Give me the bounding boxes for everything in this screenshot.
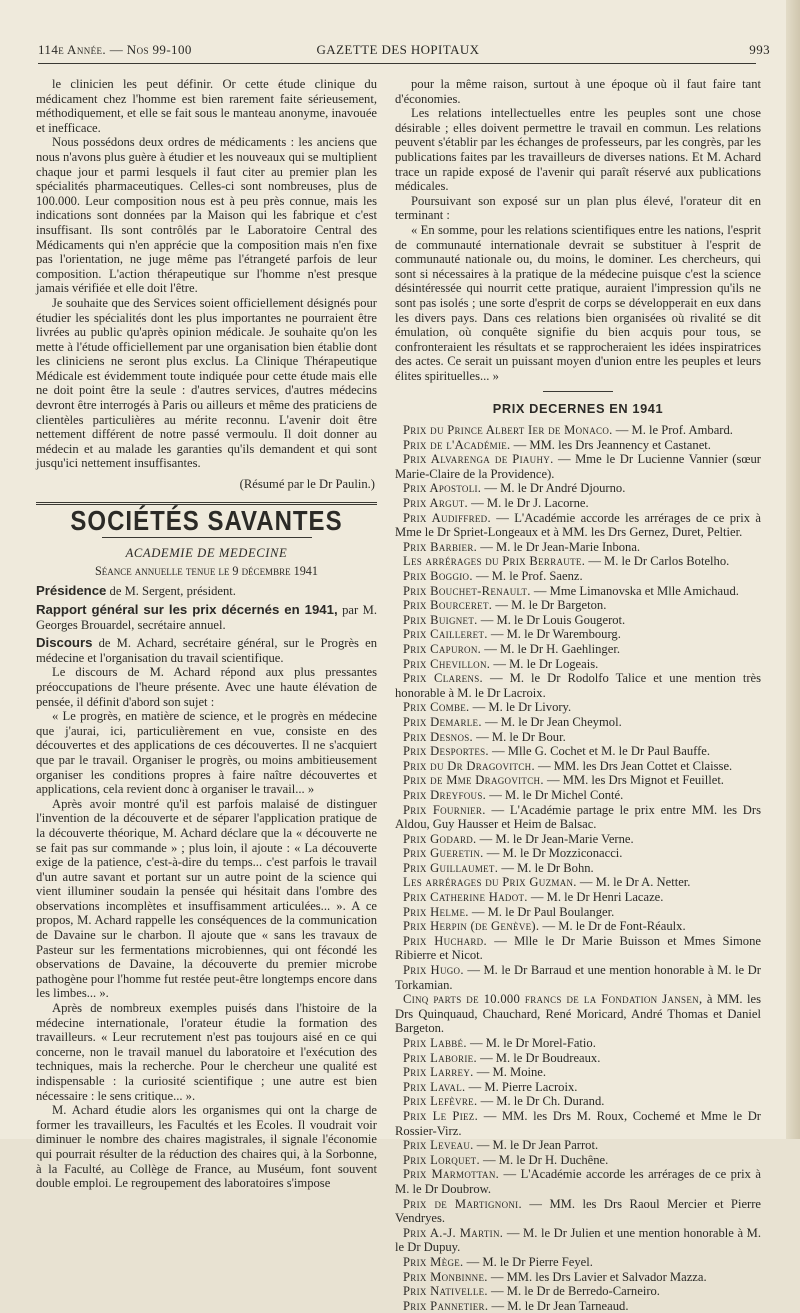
prix-name: Prix Audiffred.	[403, 510, 491, 525]
prix-name: Prix Godard.	[403, 831, 477, 846]
prix-entry	[395, 875, 761, 890]
prix-name: Prix Herpin (de Genève).	[403, 919, 540, 934]
prix-name: Prix Boggio.	[403, 569, 473, 583]
prix-recipient: — M. le Dr de Font-Réaulx.	[542, 919, 686, 934]
prix-name: Prix Clarens.	[403, 671, 483, 686]
prix-entry	[395, 1094, 761, 1109]
prix-entry	[395, 1299, 761, 1313]
prix-entry	[395, 744, 761, 759]
session-line: Séance annuelle tenue le 9 décembre 1941	[94, 563, 318, 578]
presidence-line	[36, 584, 377, 599]
prix-entry	[395, 423, 761, 438]
prix-entry	[395, 569, 761, 584]
body-paragraph: Nous possédons deux ordres de médicaments : les anciens que nous n'avons plus guère à étudier et les nouveaux qui se multiplient chaque jour et parmi lesquels il faut citer au premier plan les spécialités pharmaceutiques. Celles-ci sont nombreuses, plus de 100.000. Leur composition nous est à peu près connue, mais les indications sont données par la Maison qui les fabrique et c'est insuffisant. Ils sont contrôlés par le Laboratoire Central des Médicaments qui n'en apprécie que la composition mais n'en fixe pas l'orientation, ne juge même pas l'étrangeté parfois de leur composition. L'action thérapeutique sur l'homme n'est presque jamais vérifiée et elle doit l'être.	[36, 135, 377, 296]
prix-recipient: — M. Pierre Lacroix.	[468, 1079, 578, 1094]
prix-recipient: — L'Académie accorde les arrérages de ce prix à Mme le Dr Spriet-Longeaux et à MM. les Drs Gernez, Duret, Peltier.	[395, 510, 761, 540]
body-paragraph: le clinicien les peut définir. Or cette étude clinique du médicament chez l'homme est bien rarement faite sérieusement, méthodiquement, et elle se fait sous le manteau anonyme, inavouée et inefficace.	[36, 77, 377, 135]
prix-entry	[395, 1138, 761, 1153]
prix-name: Prix Combe.	[403, 700, 470, 715]
prix-name: Prix Bourceret.	[403, 598, 493, 613]
prix-entry	[395, 657, 761, 672]
prix-entry	[395, 1036, 761, 1051]
prix-name: Prix Laborie.	[403, 1050, 477, 1065]
body-paragraph: M. Achard étudie alors les organismes qui ont la charge de former les travailleurs, les Facultés et les Ecoles. Il voudrait voir diminuer le nombre des chaires magistrales, il signale l'économie qui pourrait résulter de la réduction des chaires qui, à la Sorbonne, à la Faculté, au Collège de France, au Muséum, font souvent double emploi. Le regroupement des laboratoires s'impose	[36, 1103, 377, 1191]
prix-entry	[395, 554, 761, 569]
discours-text: de M. Achard, secrétaire général, sur le Progrès en médecine et l'organisation du travail scientifique.	[36, 636, 377, 665]
prix-name: Prix Le Piez.	[403, 1108, 479, 1123]
prix-entry	[395, 963, 761, 992]
prix-recipient: — M. le Dr J. Lacorne.	[471, 496, 589, 511]
prix-recipient: — MM. les Drs Jeannency et Castanet.	[513, 437, 711, 452]
prix-recipient: — M. le Dr Livory.	[472, 700, 572, 715]
prix-name: Prix Laval.	[403, 1079, 466, 1094]
prix-name: Les arrérages du Prix Berraute.	[403, 554, 586, 569]
prix-entry	[395, 1270, 761, 1285]
prix-entry	[395, 1284, 761, 1299]
prix-name: Prix de l'Académie.	[403, 437, 511, 452]
prix-entry	[395, 1080, 761, 1095]
prix-name: Prix Leveau.	[403, 1138, 474, 1153]
discours-label: Discours	[36, 635, 93, 651]
prix-recipient: — M. le Dr Julien et une mention honorable à M. le Dr Dupuy.	[395, 1225, 762, 1255]
prix-recipient: — MM. les Drs Lavier et Salvador Mazza.	[490, 1269, 707, 1284]
prix-recipient: — M. le Dr Rodolfo Talice et une mention très honorable à M. le Dr Lacroix.	[395, 671, 762, 700]
prix-entry	[395, 642, 761, 657]
prix-entry	[395, 730, 761, 745]
prix-name: Prix Hugo.	[403, 963, 464, 978]
prix-recipient: — M. le Dr H. Duchêne.	[483, 1152, 609, 1167]
prix-list	[395, 423, 761, 1313]
body-paragraph: « En somme, pour les relations scientifiques entre les nations, l'esprit de communauté internationale devrait se substituer à l'esprit de communauté nationale ou, du moins, le dominer. Les chercheurs, qui sont si nécessaires à la pratique de la médecine puisque c'est la science désintéressée qui nourrit cette pratique, auraient l'impression qu'ils ne sont pas isolés ; une sorte d'esprit de corps se développerait en eux dans les divers pays. Dans ces relations bien organisées où rivalité se dit émulation, où conquête signifie du bien acquis pour tous, se confronteraient les résultats et se rapprocheraient les idées inspiratrices des actes. Ce serait un puissant moyen d'union entre les peuples et leurs élites spirituelles... »	[395, 222, 761, 383]
journal-title: GAZETTE DES HOPITAUX	[316, 42, 480, 57]
prix-recipient: — M. le Dr Henri Lacaze.	[530, 890, 664, 905]
prix-entry	[395, 992, 761, 1036]
prix-entry	[395, 715, 761, 730]
prix-entry	[395, 671, 761, 700]
prix-entry	[395, 1109, 761, 1138]
prix-recipient: — M. le Dr André Djourno.	[484, 481, 626, 496]
prix-recipient: — M. le Dr Boudreaux.	[480, 1050, 601, 1065]
prix-name: Prix Argut.	[403, 496, 468, 511]
prix-name: Prix Barbier.	[403, 539, 478, 554]
prix-recipient: — M. le Dr Barraud et une mention honorable à M. le Dr Torkamian.	[395, 963, 761, 992]
body-paragraph: pour la même raison, surtout à une époque où il faut faire tant d'économies.	[395, 77, 761, 106]
prix-recipient: — M. Moine.	[476, 1065, 547, 1080]
prix-name: Prix Larrey.	[403, 1065, 474, 1080]
prix-heading: PRIX DECERNES EN 1941	[492, 401, 664, 417]
prix-name: Prix de Mme Dragovitch.	[403, 773, 544, 788]
prix-recipient: — M. le Dr Paul Boulanger.	[471, 904, 615, 919]
body-paragraph: Le discours de M. Achard répond aux plus pressantes préoccupations de l'heure présente. Avec une haute élévation de pensée, il définit d'abord son sujet :	[36, 665, 377, 709]
academy-name: ACADEMIE DE MEDECINE	[125, 546, 288, 561]
prix-recipient: — M. le Dr Logeais.	[493, 656, 599, 671]
prix-name: Cinq parts de 10.000 francs de la Fondation Jansen,	[403, 992, 703, 1007]
prix-entry	[395, 1226, 761, 1255]
prix-recipient: — L'Académie partage le prix entre MM. les Drs Aldou, Guy Hausser et Heim de Balsac.	[395, 802, 761, 832]
rapport-line	[36, 603, 377, 632]
prix-name: Prix Marmottan.	[403, 1167, 500, 1182]
right-column	[395, 77, 761, 1313]
prix-recipient: — Mme le Dr Lucienne Vannier (sœur Marie-Claire de la Providence).	[395, 452, 761, 481]
prix-recipient: — M. le Dr Jean Tarneaud.	[491, 1298, 629, 1313]
prix-name: Prix Lefèvre.	[403, 1094, 478, 1109]
prix-name: Prix du Prince Albert Ier de Monaco.	[403, 423, 613, 438]
prix-recipient: — M. le Dr Jean-Marie Verne.	[479, 831, 634, 846]
prix-entry	[395, 584, 761, 599]
prix-recipient: — M. le Dr Ch. Durand.	[480, 1094, 605, 1109]
body-paragraph: « Le progrès, en matière de science, et le progrès en médecine que j'aurai, ici, particulièrement en vue, consiste en des découvertes et des applications de ces découvertes. Il ne s'acquiert que par le travail. Organiser le progrès, ou moins ambitieusement organiser les conditions propres à faire naître découvertes et applications, cela revient donc à organiser le travail... »	[36, 709, 377, 797]
prix-name: Prix Fournier.	[403, 802, 486, 817]
prix-recipient: — M. le Dr Mozziconacci.	[486, 846, 623, 861]
prix-entry	[395, 496, 761, 511]
prix-recipient: — MM. les Drs Raoul Mercier et Pierre Vendryes.	[395, 1196, 762, 1226]
prix-recipient: — M. le Dr Bour.	[476, 729, 566, 744]
prix-entry	[395, 598, 761, 613]
prix-recipient: — MM. les Drs Jean Cottet et Claisse.	[538, 758, 733, 773]
prix-recipient: — M. le Dr Warembourg.	[490, 627, 621, 642]
prix-name: Prix Nativelle.	[403, 1284, 488, 1299]
prix-name: Prix Desnos.	[403, 729, 474, 744]
prix-entry	[395, 1051, 761, 1066]
body-paragraph: Après avoir montré qu'il est parfois malaisé de distinguer l'invention de la découverte et de séparer l'application pratique de la découverte théorique, M. Achard déclare que la « découverte ne se fait pas sur commande » ; plus loin, il ajoute : « La découverte exige de la patience, c'est-à-dire du temps... c'est parfois le travail d'un autre savant et portant sur un autre point de la science qui vient illuminer soudain la pensée qui hésitait dans l'ombre des observations incomplètes et insuffisamment articulées... ». A ce propos, M. Achard rappelle les conséquences de la communication de Davaine sur le charbon. Il ajoute que « sans les travaux de Pasteur sur les fermentations microbiennes, qui ont fécondé les observations de Davaine, la découverte du premier microbe pathogène pour l'homme fut restée peut-être longtemps encore dans les limbes... ».	[36, 796, 377, 1001]
prix-name: Prix Mège.	[403, 1254, 464, 1269]
prix-recipient: — M. le Prof. Ambard.	[615, 423, 733, 438]
prix-recipient: — M. le Dr Michel Conté.	[489, 787, 624, 802]
prix-name: Prix Guillaumet.	[403, 860, 499, 875]
page-edge	[786, 0, 800, 1139]
prix-entry	[395, 803, 761, 832]
prix-name: Prix Alvarenga de Piauhy.	[403, 452, 554, 467]
prix-entry	[395, 511, 761, 540]
prix-entry	[395, 1153, 761, 1168]
prix-recipient: — M. le Dr Bargeton.	[495, 598, 607, 613]
prix-entry	[395, 1255, 761, 1270]
left-column	[36, 77, 377, 1191]
prix-entry	[395, 452, 761, 481]
prix-entry	[395, 438, 761, 453]
prix-name: Prix Labbé.	[403, 1036, 467, 1050]
issue-number: 114e Année. — Nos 99-100	[38, 42, 192, 57]
prix-recipient: — M. le Dr Jean Parrot.	[476, 1138, 599, 1153]
prix-name: Prix Gueretin.	[403, 846, 484, 861]
prix-recipient: — M. le Dr Louis Gougerot.	[480, 612, 626, 627]
prix-entry	[395, 759, 761, 774]
prix-recipient: — M. le Dr A. Netter.	[579, 875, 691, 890]
title-rule	[102, 537, 312, 538]
prix-entry	[395, 1197, 761, 1226]
prix-name: Prix Chevillon.	[403, 656, 491, 671]
prix-entry	[395, 1065, 761, 1080]
body-paragraph: Après de nombreux exemples puisés dans l'histoire de la médecine internationale, l'orateur étudie la formation des travailleurs. « Leur recrutement n'est pas toujours aisé en ce qui concerne, non le travail manuel du laboratoire et l'exécution des techniques, mais la recherche. Pour le chercheur une qualité est indispensable : la curiosité scientifique ; une autre est bien nécessaire : le sens critique... ».	[36, 1001, 377, 1103]
prix-entry	[395, 788, 761, 803]
prix-recipient: — M. le Prof. Saenz.	[475, 569, 583, 583]
prix-name: Prix Demarle.	[403, 714, 482, 729]
prix-name: Prix Pannetier.	[403, 1298, 489, 1313]
prix-entry	[395, 540, 761, 555]
prix-recipient: — M. le Dr Jean-Marie Inbona.	[480, 539, 641, 554]
prix-recipient: — Mlle G. Cochet et M. le Dr Paul Bauffe.	[492, 744, 711, 759]
prix-name: Prix Cailleret.	[403, 627, 488, 642]
prix-entry	[395, 481, 761, 496]
prix-name: Prix du Dr Dragovitch.	[403, 758, 535, 773]
prix-name: Prix Monbinne.	[403, 1269, 488, 1284]
prix-name: Prix Helme.	[403, 904, 469, 919]
body-paragraph: Je souhaite que des Services soient officiellement désignés pour étudier les spécialités dont les plus importantes ne pourraient être livrées au public qu'après opinion médicale. Je souhaite qu'on les mette à l'étude officiellement par une organisation bien établie dont les cliniciens ne seront plus exclus. La Clinique Thérapeutique Médicale est évidemment toute indiquée pour cette étude mais elle ne doit point être la seule : d'autres services, d'autres médecins devront être interrogés à Paris ou ailleurs et même des praticiens de clientèles particulières au mérite reconnu. L'avenir doit être nettement différent de notre passé vermoulu. Il doit donner au médecin et au malade les garanties qu'ils demandent et qui sont jusqu'ici nettement insuffisantes.	[36, 295, 377, 471]
prix-name: Prix Apostoli.	[403, 481, 482, 496]
prix-name: Prix Desportes.	[403, 744, 489, 759]
prix-name: Prix Huchard.	[403, 933, 487, 948]
prix-recipient: — Mlle le Dr Marie Buisson et Mmes Simone Ribierre et Nicot.	[395, 933, 761, 963]
prix-name: Prix Capuron.	[403, 641, 482, 656]
prix-entry	[395, 846, 761, 861]
prix-recipient: — MM. les Drs Mignot et Feuillet.	[546, 773, 724, 788]
prix-entry	[395, 905, 761, 920]
rapport-text: par M. Georges Brouardel, secrétaire annuel.	[36, 603, 377, 632]
prix-name: Prix Catherine Hadot.	[403, 890, 528, 905]
section-title: SOCIÉTÉS SAVANTES	[70, 505, 343, 537]
prix-entry	[395, 861, 761, 876]
prix-entry	[395, 919, 761, 934]
prix-name: Prix Dreyfous.	[403, 787, 487, 802]
prix-recipient: — M. le Dr de Berredo-Carneiro.	[491, 1284, 660, 1299]
prix-name: Prix A.-J. Martin.	[403, 1225, 504, 1240]
short-divider	[543, 391, 613, 392]
prix-recipient: — MM. les Drs M. Roux, Cochemé et Mme le Dr Rossier-Virz.	[395, 1108, 761, 1138]
header-rule	[38, 63, 756, 64]
page-header	[38, 40, 792, 62]
prix-recipient: — M. le Dr Morel-Fatio.	[469, 1036, 596, 1050]
prix-entry	[395, 934, 761, 963]
prix-recipient: à MM. les Drs Quinquaud, Chauchard, René Moricard, André Thomas et Daniel Bargeton.	[395, 992, 762, 1036]
body-paragraph: Poursuivant son exposé sur un plan plus élevé, l'orateur dit en terminant :	[395, 193, 761, 223]
prix-entry	[395, 1167, 761, 1196]
discours-line	[36, 636, 377, 665]
prix-entry	[395, 832, 761, 847]
prix-recipient: — L'Académie accorde les arrérages de ce prix à M. le Dr Doubrow.	[395, 1167, 761, 1196]
presidence-text: de M. Sergent, président.	[109, 584, 236, 599]
prix-recipient: — M. le Dr Jean Cheymol.	[484, 714, 622, 729]
prix-name: Prix Buignet.	[403, 612, 478, 627]
body-paragraph: Les relations intellectuelles entre les peuples sont une chose désirable ; elles doivent permettre le travail en commun. Les relations peuvent s'établir par les échanges de professeurs, par les congrès, par les publications faites par les travailleurs de diverses nations. Et M. Achard trace un rapide exposé de l'avenir qui paraît réservé aux publications médicales.	[395, 106, 761, 194]
prix-name: Les arrérages du Prix Guzman.	[403, 875, 577, 890]
prix-recipient: — M. le Dr Carlos Botelho.	[588, 554, 730, 569]
prix-name: Prix de Martignoni.	[403, 1196, 522, 1211]
prix-recipient: — M. le Dr Bohn.	[501, 860, 594, 875]
prix-entry	[395, 613, 761, 628]
prix-recipient: — M. le Dr Pierre Feyel.	[466, 1254, 593, 1269]
prix-entry	[395, 890, 761, 905]
signature: (Résumé par le Dr Paulin.)	[239, 477, 375, 492]
prix-name: Prix Bouchet-Renault.	[403, 583, 531, 598]
prix-entry	[395, 627, 761, 642]
prix-entry	[395, 700, 761, 715]
prix-recipient: — Mme Limanovska et Mlle Amichaud.	[533, 583, 739, 598]
prix-recipient: — M. le Dr H. Gaehlinger.	[484, 641, 620, 656]
prix-name: Prix Lorquet.	[403, 1152, 480, 1167]
presidence-label: Présidence	[36, 583, 107, 599]
page-number: 993	[749, 42, 770, 57]
section-divider	[36, 502, 377, 505]
prix-entry	[395, 773, 761, 788]
rapport-label: Rapport général sur les prix décernés en 1941,	[36, 602, 338, 617]
